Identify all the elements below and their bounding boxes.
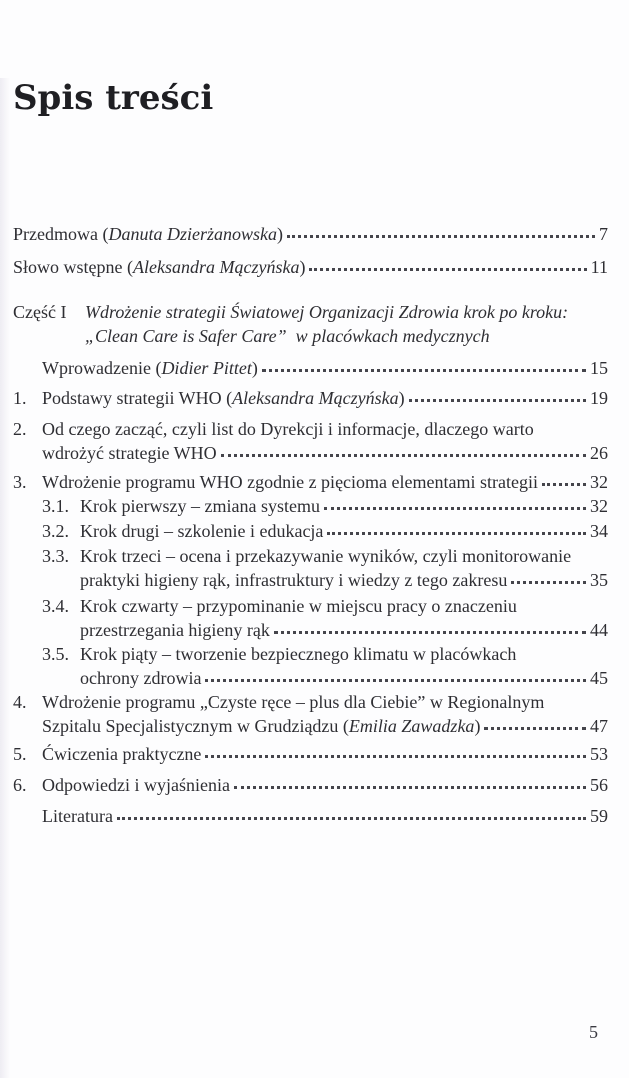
toc-page-number: 45 [590,668,608,688]
toc-page-number: 32 [590,472,608,492]
toc-entry-text: Krok trzeci – ocena i przekazywanie wyników, czyli monitorowanie [80,546,572,566]
dot-leader [262,369,586,372]
toc-entry-number: 1. [13,388,27,408]
toc-entry-text: Od czego zacząć, czyli list do Dyrekcji i informacje, dlaczego warto [42,419,534,439]
toc-entry-line [42,417,608,441]
toc-page-number: 15 [590,358,608,378]
toc-entry-1 [13,386,608,410]
toc-entry-line [80,544,608,568]
toc-entry-line [42,386,608,410]
toc-entry-line [42,356,608,380]
dot-leader [117,817,586,820]
toc-entry-3-1 [13,494,608,518]
toc-page-number: 26 [590,443,608,463]
toc-page-number: 11 [590,257,608,277]
toc-entry-wprowadzenie [13,356,608,380]
toc-entry-line [80,519,608,543]
toc-entry-line [80,618,608,642]
toc-entry-3 [13,470,608,494]
toc-entry-line [80,568,608,592]
toc-entry-text: Odpowiedzi i wyjaśnienia [42,775,230,795]
toc-entry-number: Część I [13,302,67,322]
toc-entry-text: Literatura [42,806,113,826]
toc-entry-text: Podstawy strategii WHO (Aleksandra Mączyńska) [42,388,405,408]
toc-entry-line [80,594,608,618]
dot-leader [542,483,586,486]
toc-entry-text: „Clean Care is Safer Care” w placówkach medycznych [85,326,490,346]
toc-entry-czesc-1 [13,300,608,348]
toc-page-number: 35 [590,570,608,590]
toc-entry-line [13,255,608,279]
toc-entry-number: 3. [13,472,27,492]
toc-entry-line [80,666,608,690]
dot-leader [484,727,586,730]
dot-leader [205,755,586,758]
dot-leader [274,631,586,634]
dot-leader [221,454,586,457]
toc-page [0,78,629,828]
toc-entry-slowo-wstepne [13,255,608,279]
toc-page-number: 56 [590,775,608,795]
page-title: Spis treści [13,78,214,118]
toc-page-number: 44 [590,620,608,640]
toc-entry-text: Wdrożenie strategii Światowej Organizacji Zdrowia krok po kroku: [85,302,569,322]
toc-entry-text: Ćwiczenia praktyczne [42,744,202,764]
toc-entry-text: praktyki higieny rąk, infrastruktury i wiedzy z tego zakresu [80,570,508,590]
toc-entry-number: 3.2. [42,521,69,541]
toc-entry-2 [13,417,608,465]
dot-leader [287,235,595,238]
toc-entry-number: 2. [13,419,27,439]
toc-entry-line [13,222,608,246]
toc-entry-3-3 [13,544,608,592]
toc-entry-line [42,742,608,766]
toc-entry-3-5 [13,642,608,690]
toc-entries [13,222,608,828]
dot-leader [205,679,586,682]
toc-entry-text: Krok czwarty – przypominanie w miejscu pracy o znaczeniu [80,596,517,616]
toc-entry-line [80,642,608,666]
toc-page-number: 59 [590,806,608,826]
dot-leader [327,532,586,535]
toc-entry-number: 5. [13,744,27,764]
dot-leader [511,581,586,584]
folio-page-number: 5 [589,1022,598,1042]
toc-entry-text: Wdrożenie programu „Czyste ręce – plus dla Ciebie” w Regionalnym [42,692,545,712]
toc-entry-line [42,441,608,465]
toc-entry-text: ochrony zdrowia [80,668,202,688]
toc-entry-text: Krok pierwszy – zmiana systemu [80,496,320,516]
dot-leader [234,786,586,789]
toc-entry-text: Wdrożenie programu WHO zgodnie z pięcioma elementami strategii [42,472,538,492]
toc-entry-text: Szpitalu Specjalistycznym w Grudziądzu (Emilia Zawadzka) [42,716,481,736]
toc-entry-line [42,690,608,714]
toc-page-number: 47 [590,716,608,736]
toc-entry-number: 4. [13,692,27,712]
toc-entry-text: Przedmowa (Danuta Dzierżanowska) [13,224,283,244]
toc-page-number: 7 [599,224,608,244]
toc-entry-line [42,470,608,494]
toc-entry-3-4 [13,594,608,642]
toc-entry-line [85,324,608,348]
toc-entry-number: 3.5. [42,644,69,664]
toc-entry-text: wdrożyć strategie WHO [42,443,217,463]
toc-entry-text: przestrzegania higieny rąk [80,620,270,640]
toc-entry-przedmowa [13,222,608,246]
toc-entry-number: 6. [13,775,27,795]
toc-entry-text: Słowo wstępne (Aleksandra Mączyńska) [13,257,306,277]
toc-entry-line [42,714,608,738]
toc-page-number: 53 [590,744,608,764]
toc-entry-text: Krok drugi – szkolenie i edukacja [80,521,324,541]
toc-page-number: 34 [590,521,608,541]
dot-leader [324,507,586,510]
toc-entry-text: Krok piąty – tworzenie bezpiecznego klimatu w placówkach [80,644,517,664]
dot-leader [309,268,586,271]
toc-entry-line [80,494,608,518]
toc-page-number: 19 [590,388,608,408]
toc-entry-number: 3.3. [42,546,69,566]
dot-leader [409,399,586,402]
toc-entry-line [42,804,608,828]
toc-entry-line [42,773,608,797]
scanned-page [0,78,629,1078]
toc-entry-line [85,300,608,324]
toc-entry-5 [13,742,608,766]
toc-page-number: 32 [590,496,608,516]
toc-entry-number: 3.1. [42,496,69,516]
toc-entry-3-2 [13,519,608,543]
toc-entry-6 [13,773,608,797]
toc-entry-literatura [13,804,608,828]
toc-entry-text: Wprowadzenie (Didier Pittet) [42,358,258,378]
toc-entry-number: 3.4. [42,596,69,616]
toc-entry-4 [13,690,608,738]
